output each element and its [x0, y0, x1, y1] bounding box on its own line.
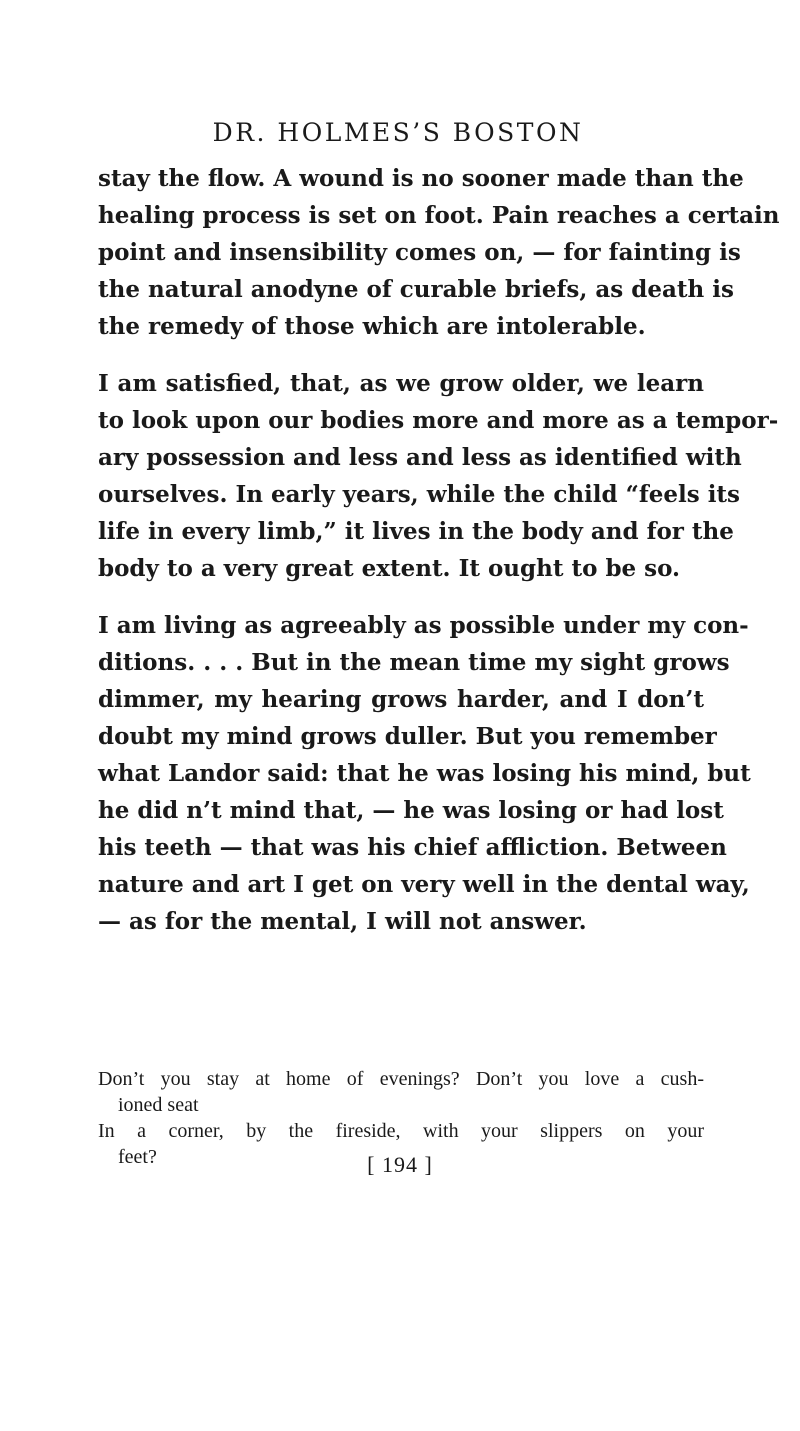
text-line: ditions. . . . But in the mean time my sight grows	[98, 649, 730, 676]
verse-line: ioned seat	[118, 1094, 199, 1116]
text-line: the natural anodyne of curable briefs, as death is	[98, 276, 734, 303]
paragraph-1	[98, 160, 780, 345]
text-line: stay the flow. A wound is no sooner made than the	[98, 165, 744, 192]
text-line: I am living as agreeably as possible under my con-	[98, 612, 749, 639]
page-number: [ 194 ]	[367, 1152, 433, 1177]
text-line: ourselves. In early years, while the child “feels its	[98, 481, 741, 508]
text-line: healing process is set on foot. Pain reaches a certain	[98, 202, 780, 229]
paragraph-gap	[98, 345, 704, 365]
text-line: body to a very great extent. It ought to be so.	[98, 555, 681, 582]
text-line: he did n’t mind that, — he was losing or had lost	[98, 797, 724, 824]
text-line: his teeth — that was his chief affliction. Between	[98, 834, 727, 861]
running-head: DR. HOLMES’S BOSTON	[212, 118, 584, 147]
text-line: what Landor said: that he was losing his mind, but	[98, 760, 751, 787]
text-line: — as for the mental, I will not answer.	[98, 908, 587, 935]
paragraph-2	[98, 365, 779, 587]
text-line: the remedy of those which are intolerable.	[98, 313, 646, 340]
body-text	[98, 160, 780, 940]
text-line: to look upon our bodies more and more as a tempor-	[98, 407, 779, 434]
paragraph-gap	[98, 587, 704, 607]
verse-line: feet?	[118, 1146, 157, 1168]
verse-line: Don’t you stay at home of evenings? Don’t you love a cush-	[98, 1068, 704, 1090]
verse-line: In a corner, by the fireside, with your slippers on your	[98, 1120, 704, 1142]
text-line: point and insensibility comes on, — for fainting is	[98, 239, 741, 266]
text-line: ary possession and less and less as identified with	[98, 444, 742, 471]
text-line: dimmer, my hearing grows harder, and I don’t	[98, 686, 704, 713]
text-line: I am satisfied, that, as we grow older, we learn	[98, 370, 704, 397]
paragraph-3	[98, 607, 751, 940]
text-line: life in every limb,” it lives in the body and for the	[98, 518, 734, 545]
text-line: nature and art I get on very well in the dental way,	[98, 871, 750, 898]
text-line: doubt my mind grows duller. But you remember	[98, 723, 717, 750]
